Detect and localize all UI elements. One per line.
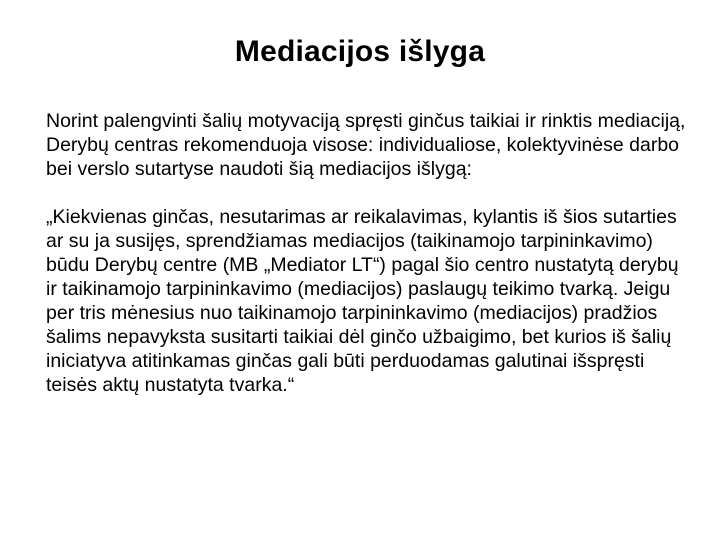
slide-title: Mediacijos išlyga — [234, 35, 486, 68]
slide-body — [46, 109, 694, 397]
clause-paragraph: „Kiekvienas ginčas, nesutarimas ar reikalavimas, kylantis iš šios sutarties ar su ja susijęs, sprendžiamas mediacijos (taikinamojo tarpininkavimo) būdu Derybų centre (MB „Mediator LT“) pagal šio centro nustatytą derybų ir taikinamojo tarpininkavimo (mediacijos) paslaugų teikimo tvarką. Jeigu per tris mėnesius nuo taikinamojo tarpininkavimo (mediacijos) pradžios šalims nepavyksta susitarti taikiai dėl ginčo užbaigimo, bet kurios iš šalių iniciatyva atitinkamas ginčas gali būti perduodamas galutinai išspręsti teisės aktų nustatyta tvarka.“ — [46, 206, 679, 396]
intro-paragraph: Norint palengvinti šalių motyvaciją spręsti ginčus taikiai ir rinktis mediaciją, Derybų centras rekomenduoja visose: individualiose, kolektyvinėse darbo bei verslo sutartyse naudoti šią mediacijos išlygą: — [46, 110, 686, 180]
